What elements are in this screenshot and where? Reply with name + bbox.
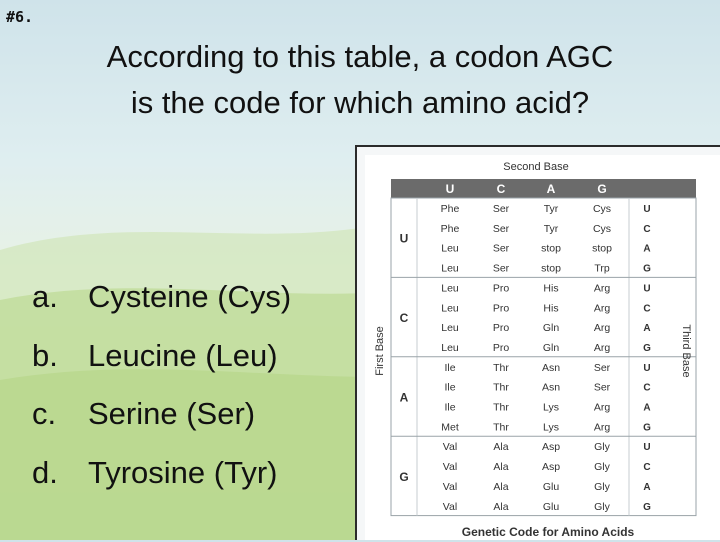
table-caption: Genetic Code for Amino Acids xyxy=(461,525,635,539)
codon-cell: His xyxy=(543,302,559,315)
codon-cell: Asn xyxy=(541,361,561,374)
codon-cell: Glu xyxy=(542,480,560,493)
first-base-C: C xyxy=(399,311,409,326)
third-base-A: A xyxy=(643,323,651,335)
codon-cell: Leu xyxy=(441,341,459,354)
third-base-C: C xyxy=(643,382,651,394)
third-base-A: A xyxy=(643,481,651,493)
third-base-U: U xyxy=(643,362,651,374)
third-base-G: G xyxy=(643,342,651,354)
second-base-U: U xyxy=(445,182,455,196)
codon-cell: Gln xyxy=(542,322,560,335)
codon-cell: Cys xyxy=(592,222,612,235)
slide-number: #6. xyxy=(6,8,34,26)
codon-cell: Pro xyxy=(492,302,510,315)
codon-cell: stop xyxy=(541,242,561,255)
codon-cell: Pro xyxy=(492,341,510,354)
codon-cell: Arg xyxy=(593,282,611,295)
answer-letter: a. xyxy=(32,279,58,314)
question-line-2: is the code for which amino acid? xyxy=(130,85,590,120)
codon-cell: Ala xyxy=(493,500,509,513)
codon-cell: Cys xyxy=(592,203,612,215)
codon-cell: Val xyxy=(442,480,458,493)
codon-cell: Met xyxy=(441,421,459,434)
question-text xyxy=(20,34,700,126)
answer-option-c xyxy=(32,385,291,444)
first-base-U: U xyxy=(399,231,409,246)
codon-cell: Lys xyxy=(543,421,559,434)
third-base-G: G xyxy=(643,422,651,434)
codon-cell: Leu xyxy=(441,282,459,295)
second-base-G: G xyxy=(597,182,607,196)
third-base-A: A xyxy=(643,243,651,255)
codon-cell: His xyxy=(543,282,559,295)
codon-cell: Ile xyxy=(444,401,456,414)
third-base-U: U xyxy=(643,442,651,454)
answer-option-b xyxy=(32,327,291,386)
codon-cell: Leu xyxy=(441,322,459,335)
question-line-1: According to this table, a codon AGC xyxy=(106,39,614,74)
first-base-G: G xyxy=(399,469,409,484)
third-base-C: C xyxy=(643,462,651,474)
third-base-A: A xyxy=(643,402,651,414)
codon-cell: Arg xyxy=(593,322,611,335)
codon-cell: Val xyxy=(442,441,458,454)
codon-cell: Tyr xyxy=(543,203,559,215)
codon-cell: Gly xyxy=(594,461,610,474)
codon-cell: stop xyxy=(541,262,561,275)
second-base-title: Second Base xyxy=(503,161,569,173)
second-base-A: A xyxy=(546,182,556,196)
codon-cell: Ile xyxy=(444,381,456,394)
third-base-label: Third Base xyxy=(680,324,692,378)
codon-cell: Ser xyxy=(492,203,510,215)
answer-option-d xyxy=(32,444,291,503)
codon-cell: Tyr xyxy=(543,222,559,235)
answer-text: Cysteine (Cys) xyxy=(88,279,292,314)
third-base-G: G xyxy=(643,263,651,275)
third-base-U: U xyxy=(643,283,651,295)
codon-cell: Glu xyxy=(542,500,560,513)
codon-cell: Ser xyxy=(492,262,510,275)
codon-cell: Lys xyxy=(543,401,559,414)
third-base-C: C xyxy=(643,223,651,235)
codon-cell: Ser xyxy=(492,242,510,255)
codon-cell: Ala xyxy=(493,461,509,474)
answer-text: Leucine (Leu) xyxy=(88,337,278,373)
answer-list xyxy=(32,268,291,502)
codon-cell: Asn xyxy=(541,381,561,394)
third-base-C: C xyxy=(643,303,651,315)
codon-table xyxy=(365,155,720,542)
codon-cell: Val xyxy=(442,500,458,513)
codon-cell: Ser xyxy=(492,222,510,235)
third-base-U: U xyxy=(643,204,651,215)
codon-cell: Gly xyxy=(594,500,610,513)
second-base-C: C xyxy=(496,182,506,196)
codon-cell: Phe xyxy=(440,203,460,215)
codon-cell: Gln xyxy=(542,341,560,354)
third-base-G: G xyxy=(643,501,651,513)
codon-cell: Thr xyxy=(493,381,509,394)
answer-option-a xyxy=(32,268,291,327)
codon-table-frame xyxy=(355,145,720,540)
answer-text: Serine (Ser) xyxy=(88,396,256,431)
codon-table-panel xyxy=(365,155,720,540)
second-base-header-bar xyxy=(391,179,696,198)
codon-cell: Pro xyxy=(492,322,510,335)
codon-cell: Ile xyxy=(444,361,456,374)
codon-cell: Leu xyxy=(441,302,459,315)
codon-cell: Ser xyxy=(593,361,611,374)
codon-cell: Leu xyxy=(441,242,459,255)
codon-cell: stop xyxy=(592,242,612,255)
answer-text: Tyrosine (Tyr) xyxy=(88,454,278,490)
codon-cell: Val xyxy=(442,461,458,474)
answer-letter: c. xyxy=(32,396,57,431)
codon-cell: Arg xyxy=(593,341,611,354)
codon-cell: Ser xyxy=(593,381,611,394)
answer-letter: d. xyxy=(32,454,58,490)
codon-cell: Gly xyxy=(594,480,610,493)
codon-cell: Leu xyxy=(441,262,459,275)
codon-cell: Arg xyxy=(593,421,611,434)
codon-cell: Asp xyxy=(541,441,561,454)
codon-cell: Thr xyxy=(493,421,509,434)
codon-cell: Thr xyxy=(493,401,509,414)
answer-letter: b. xyxy=(32,337,58,373)
codon-cell: Ala xyxy=(493,480,509,493)
first-base-label: First Base xyxy=(374,326,386,376)
codon-cell: Ala xyxy=(493,441,509,454)
first-base-A: A xyxy=(399,390,409,405)
codon-cell: Phe xyxy=(440,222,460,235)
codon-cell: Asp xyxy=(541,461,561,474)
codon-cell: Trp xyxy=(594,262,610,275)
codon-cell: Gly xyxy=(594,441,610,454)
codon-cell: Pro xyxy=(492,282,510,295)
codon-cell: Thr xyxy=(493,361,509,374)
codon-cell: Arg xyxy=(593,302,611,315)
codon-cell: Arg xyxy=(593,401,611,414)
